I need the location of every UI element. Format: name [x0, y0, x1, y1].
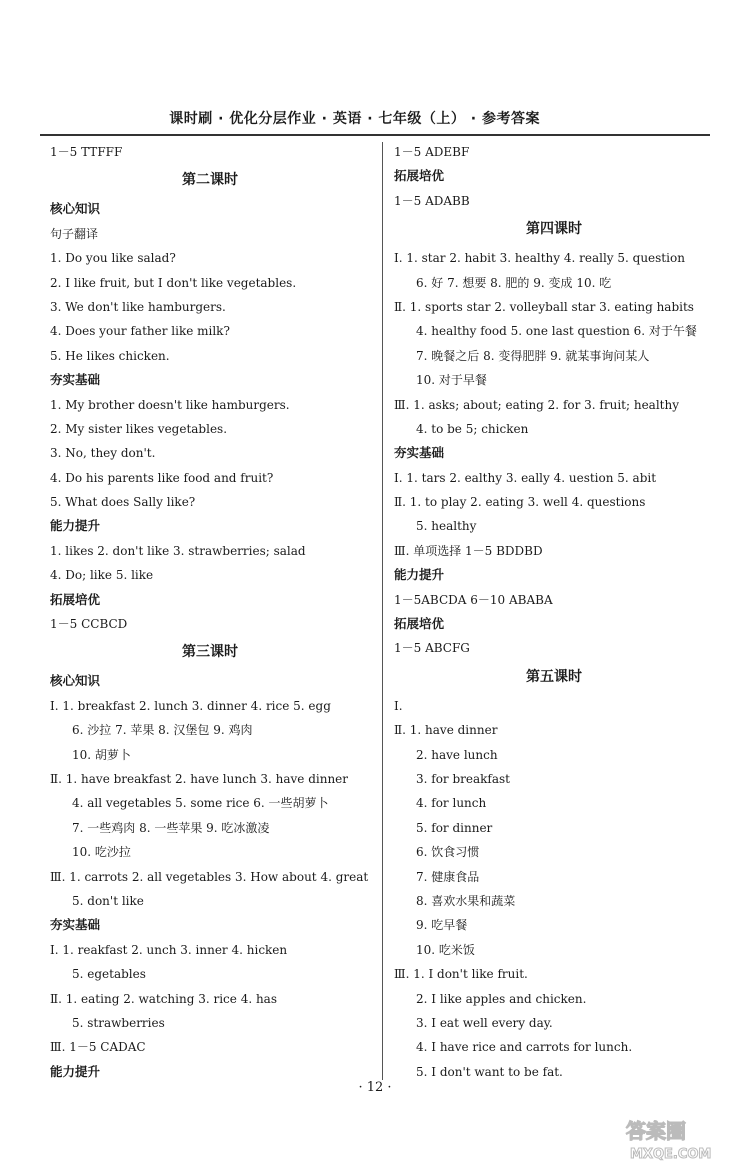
answer-line: 4. to be 5; chicken [416, 421, 529, 436]
answer-line: Ⅲ. 1－5 CADAC [50, 1040, 146, 1055]
answer-line: Ⅱ. 1. to play 2. eating 3. well 4. questions [394, 495, 646, 510]
answer-line: 4. Does your father like milk? [50, 324, 230, 339]
answer-line: Ⅰ. 1. star 2. habit 3. healthy 4. really 5. question [394, 251, 685, 266]
watermark-text: 答案圈 [626, 1119, 686, 1143]
answer-line: Ⅲ. 1. asks; about; eating 2. for 3. fruit; healthy [394, 397, 679, 412]
section-label: 能力提升 [394, 567, 445, 583]
answer-line: Ⅰ. 1. reakfast 2. unch 3. inner 4. hicken [50, 942, 288, 957]
answer-line: 4. all vegetables 5. some rice 6. 一些胡萝卜 [72, 796, 329, 811]
answer-line: 3. for breakfast [416, 771, 511, 786]
answer-line: 2. I like apples and chicken. [416, 991, 587, 1006]
column-divider [382, 142, 383, 1080]
answer-line: Ⅲ. 单项选择 1－5 BDDBD [394, 543, 543, 558]
answer-line: 4. Do; like 5. like [50, 568, 154, 583]
answer-line: 9. 吃早餐 [416, 918, 468, 933]
answer-line: 3. We don't like hamburgers. [50, 299, 226, 314]
answer-line: 1. My brother doesn't like hamburgers. [50, 397, 290, 412]
answer-line: 10. 胡萝卜 [72, 747, 131, 762]
page-header [40, 104, 710, 136]
answer-line: 1－5 ABCFG [394, 641, 470, 656]
answer-line: 2. I like fruit, but I don't like vegetables. [50, 275, 297, 290]
right-column [394, 140, 714, 1084]
section-label: 夯实基础 [50, 372, 101, 388]
answer-line: Ⅱ. 1. eating 2. watching 3. rice 4. has [50, 991, 277, 1006]
answer-line: Ⅲ. 1. carrots 2. all vegetables 3. How about 4. great [50, 869, 369, 884]
answer-line: 4. for lunch [416, 796, 487, 811]
answer-line: 1－5 CCBCD [50, 617, 128, 632]
page-number: · 12 · [358, 1080, 392, 1095]
section-label: 夯实基础 [50, 917, 101, 933]
answer-line: 5. healthy [416, 519, 477, 534]
answer-line: 5. don't like [72, 893, 144, 908]
answer-line: 1－5 ADEBF [394, 145, 470, 159]
answer-line: 6. 好 7. 想要 8. 肥的 9. 变成 10. 吃 [416, 275, 612, 290]
section-label: 能力提升 [50, 518, 101, 534]
answer-line: 10. 对于早餐 [416, 373, 487, 388]
watermark-domain: MXQE.COM [630, 1147, 712, 1162]
answer-line: 1－5 ADABB [394, 193, 470, 208]
answer-line: 8. 喜欢水果和蔬菜 [416, 893, 516, 908]
answer-line: 5. for dinner [416, 820, 493, 835]
section-label: 能力提升 [50, 1063, 101, 1079]
answer-line: 4. Do his parents like food and fruit? [50, 470, 274, 485]
section-label: 夯实基础 [394, 445, 445, 461]
answer-line: 2. have lunch [416, 747, 498, 762]
lesson-title: 第五课时 [526, 668, 582, 685]
section-label: 拓展培优 [394, 168, 445, 184]
answer-line: 7. 晚餐之后 8. 变得肥胖 9. 就某事询问某人 [416, 348, 650, 363]
answer-line: Ⅰ. 1. tars 2. ealthy 3. eally 4. uestion 5. abit [394, 470, 657, 485]
answer-line: 10. 吃沙拉 [72, 845, 131, 860]
answer-line: 5. egetables [72, 967, 146, 982]
answer-line: Ⅰ. [394, 698, 403, 713]
left-column [50, 140, 370, 1084]
answer-line: 6. 沙拉 7. 苹果 8. 汉堡包 9. 鸡肉 [72, 723, 253, 738]
answer-line: 4. I have rice and carrots for lunch. [416, 1040, 633, 1055]
lesson-title: 第三课时 [182, 644, 238, 661]
watermark-logo [624, 1116, 744, 1162]
answer-line: 5. What does Sally like? [50, 495, 196, 510]
answer-line: 1. likes 2. don't like 3. strawberries; salad [50, 543, 306, 558]
answer-line: 6. 饮食习惯 [416, 845, 480, 860]
answer-line: 10. 吃米饭 [416, 942, 475, 957]
answer-line: Ⅱ. 1. have breakfast 2. have lunch 3. have dinner [50, 771, 349, 786]
answer-line: Ⅱ. 1. sports star 2. volleyball star 3. eating habits [394, 299, 694, 314]
section-label: 核心知识 [50, 673, 101, 689]
answer-line: 1－5 TTFFF [50, 145, 123, 159]
answer-line: 1. Do you like salad? [50, 251, 176, 266]
answer-line: 5. strawberries [72, 1015, 165, 1030]
lesson-title: 第二课时 [182, 172, 238, 189]
section-label: 核心知识 [50, 201, 101, 217]
section-label: 拓展培优 [50, 591, 101, 607]
answer-line: 1－5ABCDA 6－10 ABABA [394, 592, 553, 607]
answer-line: Ⅱ. 1. have dinner [394, 723, 498, 738]
answer-line: Ⅲ. 1. I don't like fruit. [394, 967, 528, 982]
lesson-title: 第四课时 [526, 221, 582, 238]
answer-line: 7. 一些鸡肉 8. 一些苹果 9. 吃冰激凌 [72, 820, 270, 835]
answer-line: 5. He likes chicken. [50, 348, 170, 363]
answer-line: 7. 健康食品 [416, 869, 480, 884]
header-title: 课时刷 · 优化分层作业 · 英语 · 七年级（上） · 参考答案 [169, 111, 540, 127]
answer-line: 3. No, they don't. [50, 446, 156, 461]
answer-line: 2. My sister likes vegetables. [50, 421, 228, 436]
answer-line: 句子翻译 [50, 226, 99, 241]
answer-line: 4. healthy food 5. one last question 6. 对于午餐 [416, 324, 697, 339]
answer-line: 5. I don't want to be fat. [416, 1064, 563, 1079]
answer-line: Ⅰ. 1. breakfast 2. lunch 3. dinner 4. rice 5. egg [50, 698, 331, 713]
answer-line: 3. I eat well every day. [416, 1015, 553, 1030]
section-label: 拓展培优 [394, 616, 445, 632]
